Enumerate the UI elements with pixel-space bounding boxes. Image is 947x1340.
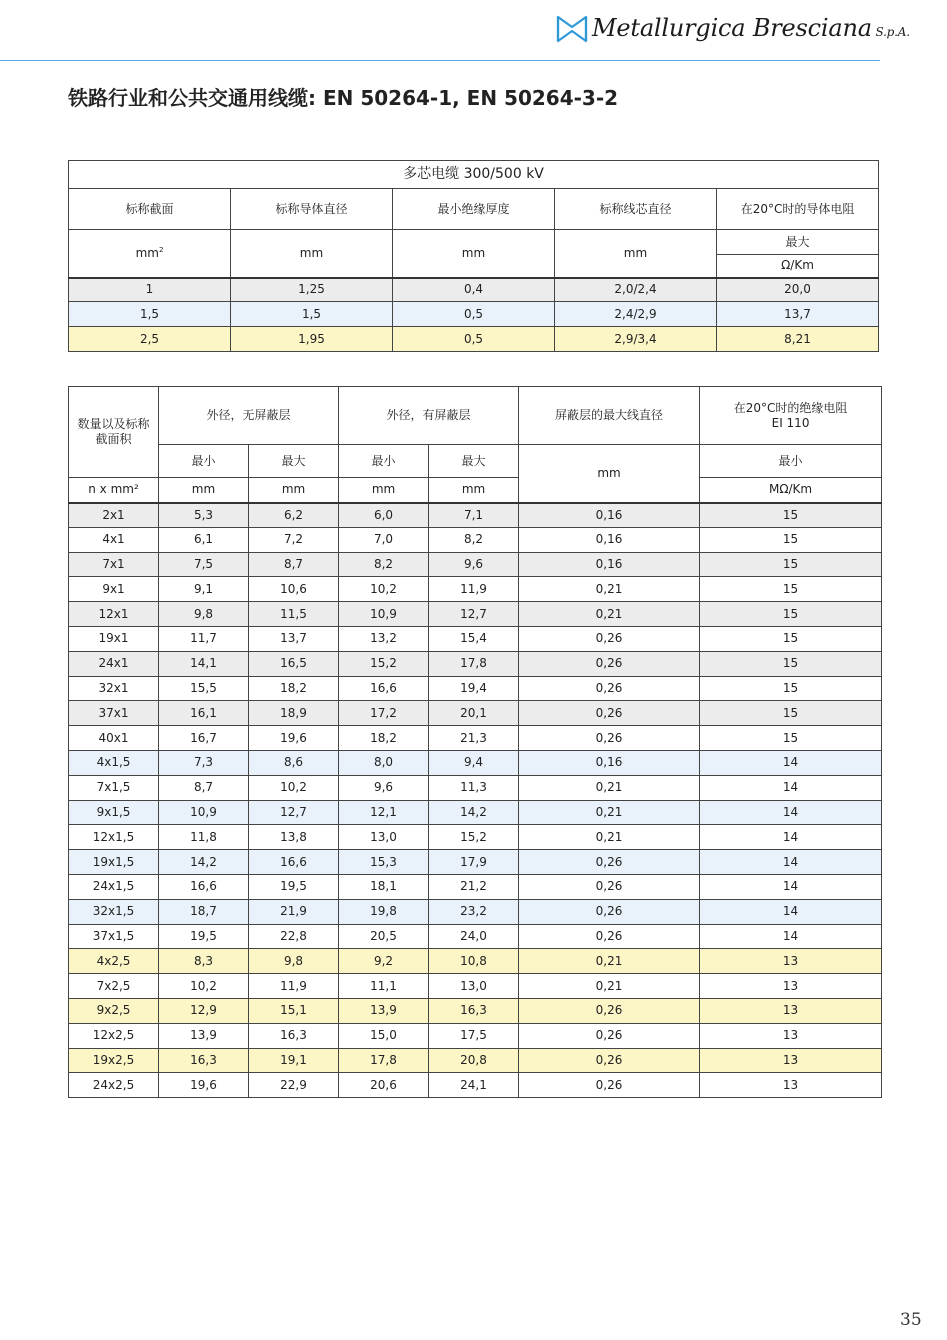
cell: 20,1 — [429, 701, 519, 726]
cell: 10,2 — [159, 974, 249, 999]
min-label: 最小 — [700, 445, 882, 478]
header-conductor-diameter: 标称导体直径 — [231, 189, 393, 230]
unit-resistance: Ω/Km — [717, 255, 879, 278]
cell: 0,21 — [519, 825, 700, 850]
table2-body — [69, 503, 882, 1098]
unit-area — [69, 230, 231, 278]
insulation-resistance-sub: EI 110 — [771, 415, 810, 430]
cell: 9,1 — [159, 577, 249, 602]
cell: 0,21 — [519, 602, 700, 627]
table-row — [69, 701, 882, 726]
cell: 10,6 — [249, 577, 339, 602]
cell: 0,21 — [519, 949, 700, 974]
cell: 23,2 — [429, 899, 519, 924]
cell: 19,6 — [159, 1073, 249, 1098]
cell: 7,5 — [159, 552, 249, 577]
cell: 0,26 — [519, 1023, 700, 1048]
header-outer-screened: 外径，有屏蔽层 — [339, 387, 519, 445]
table-row — [69, 974, 882, 999]
cell: 19,5 — [249, 874, 339, 899]
brand-name — [592, 14, 910, 42]
table2-header-row — [69, 387, 882, 445]
table-row — [69, 924, 882, 949]
table-row — [69, 998, 882, 1023]
cell: 19x1,5 — [69, 850, 159, 875]
cell: 19,8 — [339, 899, 429, 924]
table-row — [69, 651, 882, 676]
cell: 9x1 — [69, 577, 159, 602]
cell: 0,26 — [519, 1048, 700, 1073]
unit-qty: n x mm² — [69, 478, 159, 503]
table-row — [69, 1048, 882, 1073]
table-row — [69, 626, 882, 651]
cell: 2x1 — [69, 503, 159, 528]
cell: 7,0 — [339, 527, 429, 552]
cell: 7,3 — [159, 750, 249, 775]
cell: 17,9 — [429, 850, 519, 875]
header-screen-wire: 屏蔽层的最大线直径 — [519, 387, 700, 445]
cell: 40x1 — [69, 726, 159, 751]
unit-mm: mm — [393, 230, 555, 278]
cell: 20,0 — [717, 278, 879, 302]
cell: 12x1,5 — [69, 825, 159, 850]
table1-caption: 多芯电缆 300/500 kV — [69, 161, 879, 189]
cell: 13 — [700, 974, 882, 999]
cell: 14,2 — [429, 800, 519, 825]
header-nominal-section: 标称截面 — [69, 189, 231, 230]
cell: 15 — [700, 503, 882, 528]
cell: 18,7 — [159, 899, 249, 924]
cell: 7x1,5 — [69, 775, 159, 800]
cell: 15,2 — [339, 651, 429, 676]
unit-mm: mm — [159, 478, 249, 503]
cell: 24x2,5 — [69, 1073, 159, 1098]
cell: 14 — [700, 750, 882, 775]
cell: 17,2 — [339, 701, 429, 726]
cell: 0,26 — [519, 1073, 700, 1098]
cell: 15,5 — [159, 676, 249, 701]
cell: 0,26 — [519, 850, 700, 875]
cell: 0,16 — [519, 750, 700, 775]
cell: 15,0 — [339, 1023, 429, 1048]
cell: 16,3 — [249, 1023, 339, 1048]
cell: 21,3 — [429, 726, 519, 751]
cell: 0,16 — [519, 552, 700, 577]
cell: 11,9 — [429, 577, 519, 602]
cell: 21,2 — [429, 874, 519, 899]
table-row — [69, 552, 882, 577]
cell: 32x1,5 — [69, 899, 159, 924]
header-core-diameter: 标称线芯直径 — [555, 189, 717, 230]
cell: 11,9 — [249, 974, 339, 999]
cell: 1,5 — [231, 302, 393, 327]
cell: 1 — [69, 278, 231, 302]
cell: 20,5 — [339, 924, 429, 949]
cell: 19x2,5 — [69, 1048, 159, 1073]
cell: 11,5 — [249, 602, 339, 627]
cell: 15,1 — [249, 998, 339, 1023]
cell: 15 — [700, 527, 882, 552]
cell: 14 — [700, 899, 882, 924]
cell: 8,2 — [429, 527, 519, 552]
cell: 15,4 — [429, 626, 519, 651]
header-conductor-resistance: 在20°C时的导体电阻 — [717, 189, 879, 230]
table-row — [69, 775, 882, 800]
cell: 4x1 — [69, 527, 159, 552]
unit-mm: mm — [519, 445, 700, 503]
min-label: 最小 — [159, 445, 249, 478]
cell: 11,7 — [159, 626, 249, 651]
cell: 6,2 — [249, 503, 339, 528]
cell: 0,26 — [519, 924, 700, 949]
cell: 20,8 — [429, 1048, 519, 1073]
cell: 24,1 — [429, 1073, 519, 1098]
cell: 0,26 — [519, 701, 700, 726]
cell: 12,7 — [249, 800, 339, 825]
cell: 9x2,5 — [69, 998, 159, 1023]
cell: 13,0 — [339, 825, 429, 850]
cell: 22,8 — [249, 924, 339, 949]
cell: 8,7 — [249, 552, 339, 577]
cell: 18,1 — [339, 874, 429, 899]
cell: 9,8 — [249, 949, 339, 974]
table-row — [69, 602, 882, 627]
table2-minmax-row — [69, 445, 882, 478]
cell: 8,7 — [159, 775, 249, 800]
cell: 4x2,5 — [69, 949, 159, 974]
table-row — [69, 899, 882, 924]
table-row — [69, 726, 882, 751]
cell: 13,2 — [339, 626, 429, 651]
cell: 16,1 — [159, 701, 249, 726]
cell: 15 — [700, 602, 882, 627]
brand-suffix: S.p.A. — [871, 25, 910, 39]
cell: 15,3 — [339, 850, 429, 875]
header-quantity-section: 数量以及标称截面积 — [69, 387, 159, 478]
cell: 17,8 — [339, 1048, 429, 1073]
cell: 0,16 — [519, 503, 700, 528]
cell: 22,9 — [249, 1073, 339, 1098]
table1-header-row — [69, 189, 879, 230]
table-row — [69, 750, 882, 775]
table-row — [69, 1023, 882, 1048]
cell: 7x1 — [69, 552, 159, 577]
cell: 16,3 — [429, 998, 519, 1023]
cell: 13,8 — [249, 825, 339, 850]
cell: 2,0/2,4 — [555, 278, 717, 302]
max-label: 最大 — [429, 445, 519, 478]
header-insulation-resistance — [700, 387, 882, 445]
cell: 37x1 — [69, 701, 159, 726]
cell: 10,2 — [249, 775, 339, 800]
unit-mm: mm — [555, 230, 717, 278]
cell: 13,7 — [717, 302, 879, 327]
cell: 16,3 — [159, 1048, 249, 1073]
cell: 14 — [700, 800, 882, 825]
unit-mm: mm — [231, 230, 393, 278]
header-insulation-thickness: 最小绝缘厚度 — [393, 189, 555, 230]
cell: 13 — [700, 1023, 882, 1048]
cell: 15 — [700, 726, 882, 751]
cell: 7x2,5 — [69, 974, 159, 999]
cell: 9x1,5 — [69, 800, 159, 825]
cell: 8,2 — [339, 552, 429, 577]
cell: 1,95 — [231, 327, 393, 352]
cell: 14 — [700, 924, 882, 949]
cell: 10,9 — [159, 800, 249, 825]
header-divider — [0, 60, 880, 61]
brand-main: Metallurgica Bresciana — [592, 14, 872, 42]
table-row — [69, 278, 879, 302]
cell: 0,21 — [519, 577, 700, 602]
unit-area-superscript: 2 — [158, 245, 164, 254]
table-row — [69, 949, 882, 974]
cell: 12x2,5 — [69, 1023, 159, 1048]
cell: 0,26 — [519, 899, 700, 924]
cell: 9,6 — [339, 775, 429, 800]
cell: 15 — [700, 577, 882, 602]
cell: 14,2 — [159, 850, 249, 875]
min-label: 最小 — [339, 445, 429, 478]
cell: 16,6 — [339, 676, 429, 701]
cell: 18,2 — [249, 676, 339, 701]
page-title: 铁路行业和公共交通用线缆: EN 50264-1, EN 50264-3-2 — [68, 86, 619, 110]
max-label: 最大 — [249, 445, 339, 478]
cell: 2,5 — [69, 327, 231, 352]
cell: 16,7 — [159, 726, 249, 751]
table-row — [69, 676, 882, 701]
cell: 19,6 — [249, 726, 339, 751]
cell: 0,21 — [519, 800, 700, 825]
cell: 8,0 — [339, 750, 429, 775]
cell: 15 — [700, 701, 882, 726]
table-row — [69, 302, 879, 327]
cell: 9,2 — [339, 949, 429, 974]
cell: 13 — [700, 1048, 882, 1073]
cell: 11,8 — [159, 825, 249, 850]
cell: 5,3 — [159, 503, 249, 528]
cell: 13,7 — [249, 626, 339, 651]
table-row — [69, 503, 882, 528]
cell: 0,5 — [393, 327, 555, 352]
cell: 6,0 — [339, 503, 429, 528]
cell: 17,5 — [429, 1023, 519, 1048]
cell: 24,0 — [429, 924, 519, 949]
cell: 9,8 — [159, 602, 249, 627]
cell: 19,1 — [249, 1048, 339, 1073]
cell: 18,9 — [249, 701, 339, 726]
cell: 2,4/2,9 — [555, 302, 717, 327]
cell: 21,9 — [249, 899, 339, 924]
cell: 32x1 — [69, 676, 159, 701]
cell: 4x1,5 — [69, 750, 159, 775]
cell: 2,9/3,4 — [555, 327, 717, 352]
cell: 11,3 — [429, 775, 519, 800]
cell: 14 — [700, 775, 882, 800]
cell: 13 — [700, 949, 882, 974]
cell: 14 — [700, 825, 882, 850]
cell: 19,5 — [159, 924, 249, 949]
cell: 1,5 — [69, 302, 231, 327]
table-row — [69, 800, 882, 825]
cell: 12x1 — [69, 602, 159, 627]
cell: 13,9 — [159, 1023, 249, 1048]
cell: 11,1 — [339, 974, 429, 999]
cell: 0,26 — [519, 676, 700, 701]
cell: 10,2 — [339, 577, 429, 602]
cell: 18,2 — [339, 726, 429, 751]
table-row — [69, 850, 882, 875]
header-outer-unscreened: 外径，无屏蔽层 — [159, 387, 339, 445]
max-label: 最大 — [717, 230, 879, 255]
cell: 13 — [700, 1073, 882, 1098]
cell: 15 — [700, 676, 882, 701]
cell: 0,4 — [393, 278, 555, 302]
cell: 12,7 — [429, 602, 519, 627]
table-cable-dimensions — [68, 386, 882, 1098]
cell: 13 — [700, 998, 882, 1023]
page-number: 35 — [900, 1310, 922, 1330]
cell: 10,8 — [429, 949, 519, 974]
table-row — [69, 1073, 882, 1098]
table1-unit-row — [69, 230, 879, 255]
cell: 0,21 — [519, 974, 700, 999]
table2-unit-row — [69, 478, 882, 503]
table1-caption-row — [69, 161, 879, 189]
unit-mm: mm — [249, 478, 339, 503]
table-row — [69, 825, 882, 850]
cell: 8,21 — [717, 327, 879, 352]
cell: 12,9 — [159, 998, 249, 1023]
cell: 0,26 — [519, 626, 700, 651]
cell: 0,26 — [519, 726, 700, 751]
cell: 15,2 — [429, 825, 519, 850]
cell: 10,9 — [339, 602, 429, 627]
cell: 8,6 — [249, 750, 339, 775]
cell: 20,6 — [339, 1073, 429, 1098]
bowtie-logo-icon — [556, 14, 588, 44]
cell: 0,21 — [519, 775, 700, 800]
cell: 14 — [700, 874, 882, 899]
cell: 16,6 — [159, 874, 249, 899]
cell: 15 — [700, 651, 882, 676]
cell: 15 — [700, 552, 882, 577]
cell: 6,1 — [159, 527, 249, 552]
cell: 17,8 — [429, 651, 519, 676]
table-multicore-300-500 — [68, 160, 879, 352]
cell: 0,26 — [519, 998, 700, 1023]
unit-mm: mm — [339, 478, 429, 503]
cell: 19x1 — [69, 626, 159, 651]
cell: 12,1 — [339, 800, 429, 825]
cell: 1,25 — [231, 278, 393, 302]
unit-area-label: mm — [135, 245, 159, 260]
cell: 24x1 — [69, 651, 159, 676]
cell: 9,4 — [429, 750, 519, 775]
cell: 14 — [700, 850, 882, 875]
table-row — [69, 527, 882, 552]
cell: 8,3 — [159, 949, 249, 974]
unit-mm: mm — [429, 478, 519, 503]
cell: 16,6 — [249, 850, 339, 875]
cell: 13,9 — [339, 998, 429, 1023]
cell: 0,26 — [519, 651, 700, 676]
insulation-resistance-title: 在20°C时的绝缘电阻 — [733, 400, 848, 415]
table-row — [69, 874, 882, 899]
cell: 37x1,5 — [69, 924, 159, 949]
cell: 9,6 — [429, 552, 519, 577]
cell: 14,1 — [159, 651, 249, 676]
page-header — [0, 0, 947, 62]
cell: 16,5 — [249, 651, 339, 676]
cell: 13,0 — [429, 974, 519, 999]
table-row — [69, 327, 879, 352]
cell: 19,4 — [429, 676, 519, 701]
cell: 24x1,5 — [69, 874, 159, 899]
unit-mohm: MΩ/Km — [700, 478, 882, 503]
cell: 0,16 — [519, 527, 700, 552]
cell: 7,2 — [249, 527, 339, 552]
cell: 0,26 — [519, 874, 700, 899]
cell: 15 — [700, 626, 882, 651]
cell: 0,5 — [393, 302, 555, 327]
table-row — [69, 577, 882, 602]
cell: 7,1 — [429, 503, 519, 528]
